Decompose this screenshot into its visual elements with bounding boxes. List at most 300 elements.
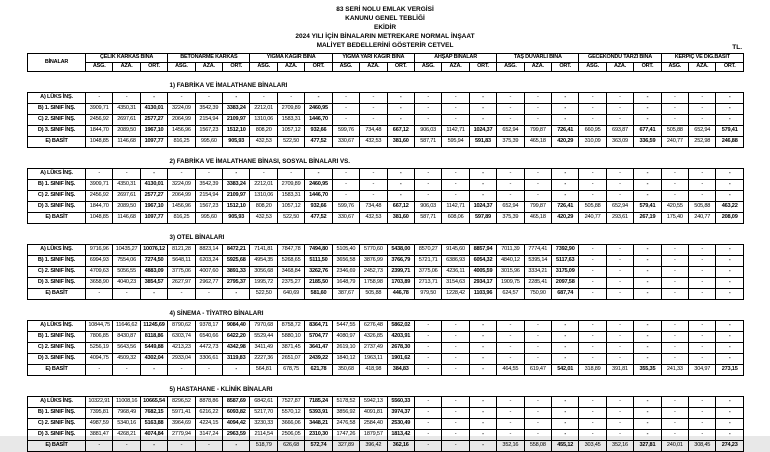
value-cell: - [524,332,551,343]
value-cell: 3306,61 [195,354,222,365]
table-row [28,126,744,137]
value-cell: 667,12 [387,202,414,213]
value-cell: - [442,321,469,332]
value-cell: - [195,289,222,300]
value-cell: 3334,21 [524,267,551,278]
table-row [28,137,744,148]
value-cell: 6216,22 [195,408,222,419]
value-cell: 5447,55 [332,321,359,332]
value-cell: 995,60 [195,137,222,148]
value-cell: - [497,408,524,419]
value-cell: - [661,430,688,441]
value-cell: - [442,354,469,365]
value-cell: 652,94 [689,126,716,137]
value-cell: 2089,50 [113,126,140,137]
value-cell: - [332,180,359,191]
value-cell: 640,69 [277,289,304,300]
value-cell: 463,22 [716,202,743,213]
value-cell: 505,88 [689,202,716,213]
value-cell: 304,97 [689,365,716,376]
value-cell: 336,59 [634,137,661,148]
table-row [28,354,744,365]
value-cell: 8296,52 [168,397,195,408]
value-cell: - [469,169,496,180]
value-cell: 240,77 [689,213,716,224]
value-cell: - [387,169,414,180]
value-cell: 363,09 [606,137,633,148]
table-row [28,430,744,441]
section-title-row [28,148,744,169]
value-cell: 1844,70 [86,126,113,137]
value-cell: 7274,50 [140,256,167,267]
value-cell: - [689,332,716,343]
value-cell: 678,75 [277,365,304,376]
value-cell: 621,78 [305,365,332,376]
row-label: A) LÜKS İNŞ. [28,397,86,408]
value-cell: 2460,95 [305,180,332,191]
value-cell: - [634,430,661,441]
value-cell: 352,16 [606,441,633,452]
value-cell: - [606,93,633,104]
value-cell: - [689,93,716,104]
value-cell: 3542,39 [195,180,222,191]
value-cell: 3230,33 [250,419,277,430]
value-cell: 995,60 [195,213,222,224]
value-cell: 522,50 [277,213,304,224]
value-cell: - [277,169,304,180]
value-cell: 9716,96 [86,245,113,256]
value-cell: 3656,58 [332,256,359,267]
section-title: 1) FABRİKA VE İMALATHANE BİNALARI [28,72,744,93]
value-cell: - [716,191,743,202]
table-row [28,419,744,430]
value-cell: - [277,93,304,104]
value-cell: - [497,169,524,180]
value-cell: 3766,79 [387,256,414,267]
value-cell: 2375,27 [277,278,304,289]
value-cell: - [524,321,551,332]
value-cell: 1048,85 [86,213,113,224]
value-cell: 455,12 [552,441,579,452]
table-row [28,365,744,376]
value-cell: 2109,97 [223,115,250,126]
table-row [28,332,744,343]
value-cell: - [195,365,222,376]
value-cell: 1310,06 [250,115,277,126]
value-cell: 4080,97 [332,332,359,343]
value-cell: 8570,27 [414,245,441,256]
value-cell: 267,19 [634,213,661,224]
sub-header: ASG. [661,63,688,72]
value-cell: 2697,61 [113,115,140,126]
value-cell: 208,09 [716,213,743,224]
value-cell: - [716,104,743,115]
value-cell: - [195,169,222,180]
value-cell: 7011,39 [497,245,524,256]
value-cell: - [689,430,716,441]
value-cell: - [661,419,688,430]
value-cell: - [689,245,716,256]
row-label: A) LÜKS İNŞ. [28,245,86,256]
value-cell: 906,03 [414,126,441,137]
value-cell: 687,74 [552,289,579,300]
sub-header: AZA. [524,63,551,72]
value-cell: 2227,36 [250,354,277,365]
value-cell: - [716,321,743,332]
value-cell: 3856,92 [332,408,359,419]
value-cell: 11646,62 [113,321,140,332]
value-cell: - [469,354,496,365]
value-cell: - [195,93,222,104]
value-cell: 4094,75 [86,354,113,365]
value-cell: - [716,180,743,191]
value-cell: 1567,23 [195,202,222,213]
value-cell: - [414,354,441,365]
value-cell: - [552,397,579,408]
row-label: D) 3. SINIF İNŞ. [28,354,86,365]
row-label: C) 2. SINIF İNŞ. [28,115,86,126]
value-cell: 5056,55 [113,267,140,278]
value-cell: - [606,321,633,332]
value-cell: 1967,10 [140,202,167,213]
value-cell: 2456,92 [86,191,113,202]
value-cell: 6386,93 [442,256,469,267]
value-cell: 505,88 [360,289,387,300]
value-cell: - [497,115,524,126]
value-cell: 5178,52 [332,397,359,408]
value-cell: - [223,441,250,452]
value-cell: - [661,191,688,202]
value-cell: 8364,71 [305,321,332,332]
value-cell: - [552,408,579,419]
value-cell: - [168,169,195,180]
value-cell: 1840,12 [332,354,359,365]
value-cell: 1024,37 [469,126,496,137]
value-cell: 1648,79 [332,278,359,289]
value-cell: - [552,191,579,202]
value-cell: 11008,16 [113,397,140,408]
value-cell: 9378,17 [195,321,222,332]
value-cell: 6276,48 [360,321,387,332]
value-cell: 979,50 [414,289,441,300]
value-cell: - [469,191,496,202]
value-cell: - [497,397,524,408]
subtitle-line-1: 2024 YILI İÇİN BİNALARIN METREKARE NORMAL İNŞAAT [295,33,475,40]
value-cell: 2452,73 [360,267,387,278]
value-cell: - [414,169,441,180]
value-cell: 905,93 [223,137,250,148]
value-cell: 2346,69 [332,267,359,278]
value-cell: - [250,93,277,104]
value-cell: - [223,169,250,180]
value-cell: 5925,68 [223,256,250,267]
value-cell: - [689,278,716,289]
table-row [28,169,744,180]
value-cell: - [634,332,661,343]
value-cell: - [634,256,661,267]
row-label: B) 1. SINIF İNŞ. [28,256,86,267]
value-cell: - [497,343,524,354]
value-cell: - [524,343,551,354]
value-cell: 4840,12 [497,256,524,267]
value-cell: - [524,115,551,126]
sub-header: ORT. [387,63,414,72]
group-header: TAŞ DUVARLI BİNA [497,54,579,63]
sub-header: ASG. [414,63,441,72]
value-cell: 3876,99 [360,256,387,267]
value-cell: 5880,10 [277,332,304,343]
value-cell: 6842,61 [250,397,277,408]
value-cell: 1446,70 [305,191,332,202]
table-row [28,180,744,191]
row-label: B) 1. SINIF İNŞ. [28,104,86,115]
value-cell: - [689,169,716,180]
value-cell: - [661,104,688,115]
value-cell: 2212,01 [250,180,277,191]
sub-header: AZA. [277,63,304,72]
value-cell: 5395,14 [524,256,551,267]
value-cell: - [414,441,441,452]
table-row [28,267,744,278]
row-label: E) BASİT [28,365,86,376]
value-cell: - [606,278,633,289]
value-cell: - [524,93,551,104]
value-cell: 816,25 [168,137,195,148]
value-cell: - [168,441,195,452]
value-cell: - [414,115,441,126]
value-cell: 330,67 [332,137,359,148]
value-cell: - [86,289,113,300]
value-cell: 906,03 [414,202,441,213]
value-cell: - [716,93,743,104]
value-cell: 608,06 [442,213,469,224]
value-cell: 2713,71 [414,278,441,289]
document-title [0,5,770,32]
value-cell: - [716,256,743,267]
value-cell: 3383,24 [223,180,250,191]
value-cell: 522,50 [250,289,277,300]
value-cell: 2530,49 [387,419,414,430]
value-cell: 5217,70 [250,408,277,419]
table-row [28,408,744,419]
section-title-row [28,224,744,245]
value-cell: 5721,71 [414,256,441,267]
value-cell: - [579,419,606,430]
value-cell: 4130,01 [140,104,167,115]
value-cell: - [716,332,743,343]
value-cell: - [414,343,441,354]
value-cell: 5393,91 [305,408,332,419]
value-cell: 4350,31 [113,104,140,115]
value-cell: 677,41 [634,126,661,137]
value-cell: - [634,278,661,289]
value-cell: - [442,343,469,354]
value-cell: 597,89 [469,213,496,224]
value-cell: 5942,13 [360,397,387,408]
value-cell: 4074,84 [140,430,167,441]
value-cell: - [606,256,633,267]
value-cell: - [661,256,688,267]
row-label: D) 3. SINIF İNŞ. [28,430,86,441]
value-cell: - [661,354,688,365]
value-cell: - [579,267,606,278]
subtitle-line-2: MALİYET BEDELLERİNİ GÖSTERİR CETVEL [316,41,454,49]
table-row [28,213,744,224]
value-cell: 1703,89 [387,278,414,289]
value-cell: 432,53 [360,137,387,148]
value-cell: 572,74 [305,441,332,452]
value-cell: 327,89 [332,441,359,452]
value-cell: 808,20 [250,202,277,213]
value-cell: 5862,02 [387,321,414,332]
sub-header: AZA. [113,63,140,72]
table-row [28,115,744,126]
value-cell: 581,60 [305,289,332,300]
table-row [28,278,744,289]
value-cell: 10435,27 [113,245,140,256]
value-cell: - [634,397,661,408]
value-cell: 310,09 [579,137,606,148]
value-cell: 579,41 [716,126,743,137]
value-cell: 3881,47 [86,430,113,441]
value-cell: - [524,419,551,430]
value-cell: - [634,419,661,430]
value-cell: - [469,332,496,343]
value-cell: 274,23 [716,441,743,452]
value-cell: 464,55 [497,365,524,376]
corner-cell: BİNALAR [28,54,86,72]
value-cell: 652,94 [497,126,524,137]
value-cell: 10665,54 [140,397,167,408]
value-cell: 2651,07 [277,354,304,365]
row-label: D) 3. SINIF İNŞ. [28,202,86,213]
value-cell: 1103,96 [469,289,496,300]
value-cell: 2697,61 [113,191,140,202]
value-cell: 2114,54 [250,430,277,441]
value-cell: - [579,245,606,256]
value-cell: 396,42 [360,441,387,452]
value-cell: - [716,267,743,278]
value-cell: - [442,430,469,441]
value-cell: 3775,06 [168,267,195,278]
value-cell: - [469,408,496,419]
value-cell: - [552,419,579,430]
value-cell: 2399,71 [387,267,414,278]
value-cell: - [113,289,140,300]
table-row [28,256,744,267]
table-row [28,321,744,332]
value-cell: - [579,354,606,365]
value-cell: - [414,93,441,104]
value-cell: 381,60 [387,213,414,224]
value-cell: 4987,59 [86,419,113,430]
value-cell: 240,01 [661,441,688,452]
value-cell: - [469,343,496,354]
value-cell: - [414,191,441,202]
value-cell: 1512,10 [223,126,250,137]
value-cell: 3262,76 [305,267,332,278]
value-cell: - [524,104,551,115]
value-cell: - [442,180,469,191]
value-cell: 1758,98 [360,278,387,289]
value-cell: 303,45 [579,441,606,452]
value-cell: 7554,06 [113,256,140,267]
value-cell: 3056,68 [250,267,277,278]
sub-header: ASG. [579,63,606,72]
value-cell: 4224,15 [195,419,222,430]
value-cell: 3147,24 [195,430,222,441]
value-cell: 252,98 [689,137,716,148]
value-cell: 384,83 [387,365,414,376]
value-cell: 2577,27 [140,191,167,202]
value-cell: 2154,94 [195,191,222,202]
value-cell: 2963,59 [223,430,250,441]
value-cell: 240,77 [579,213,606,224]
value-cell: 3542,39 [195,104,222,115]
value-cell: - [469,321,496,332]
value-cell: - [716,419,743,430]
row-label: E) BASİT [28,441,86,452]
sub-header: ORT. [634,63,661,72]
value-cell: 3383,24 [223,104,250,115]
value-cell: 564,81 [250,365,277,376]
value-cell: 522,50 [277,137,304,148]
value-cell: 8857,94 [469,245,496,256]
value-cell: - [689,256,716,267]
value-cell: 734,48 [360,126,387,137]
value-cell: 816,25 [168,213,195,224]
value-cell: - [689,354,716,365]
value-cell: - [552,354,579,365]
value-cell: 3909,71 [86,180,113,191]
row-label: A) LÜKS İNŞ. [28,93,86,104]
table-row [28,343,744,354]
value-cell: - [524,169,551,180]
value-cell: 750,90 [524,289,551,300]
value-cell: - [387,115,414,126]
group-header: ÇELİK KARKAS BİNA [86,54,168,63]
value-cell: - [634,321,661,332]
value-cell: - [634,191,661,202]
value-cell: 3154,63 [442,278,469,289]
value-cell: 352,16 [497,441,524,452]
value-cell: 1901,62 [387,354,414,365]
section-title-row [28,300,744,321]
value-cell: 579,41 [634,202,661,213]
value-cell: - [634,169,661,180]
value-cell: - [606,343,633,354]
value-cell: 8587,69 [223,397,250,408]
value-cell: 932,66 [305,202,332,213]
row-label: A) LÜKS İNŞ. [28,321,86,332]
sub-header: ORT. [552,63,579,72]
value-cell: - [442,408,469,419]
value-cell: 2456,92 [86,115,113,126]
value-cell: 3871,45 [277,343,304,354]
value-cell: - [223,289,250,300]
value-cell: - [579,397,606,408]
value-cell: - [497,332,524,343]
value-cell: 7527,87 [277,397,304,408]
value-cell: 652,94 [497,202,524,213]
value-cell: - [442,104,469,115]
value-cell: - [223,365,250,376]
value-cell: 375,39 [497,213,524,224]
value-cell: 4709,63 [86,267,113,278]
value-cell: - [661,180,688,191]
value-cell: - [497,354,524,365]
value-cell: 2097,58 [552,278,579,289]
